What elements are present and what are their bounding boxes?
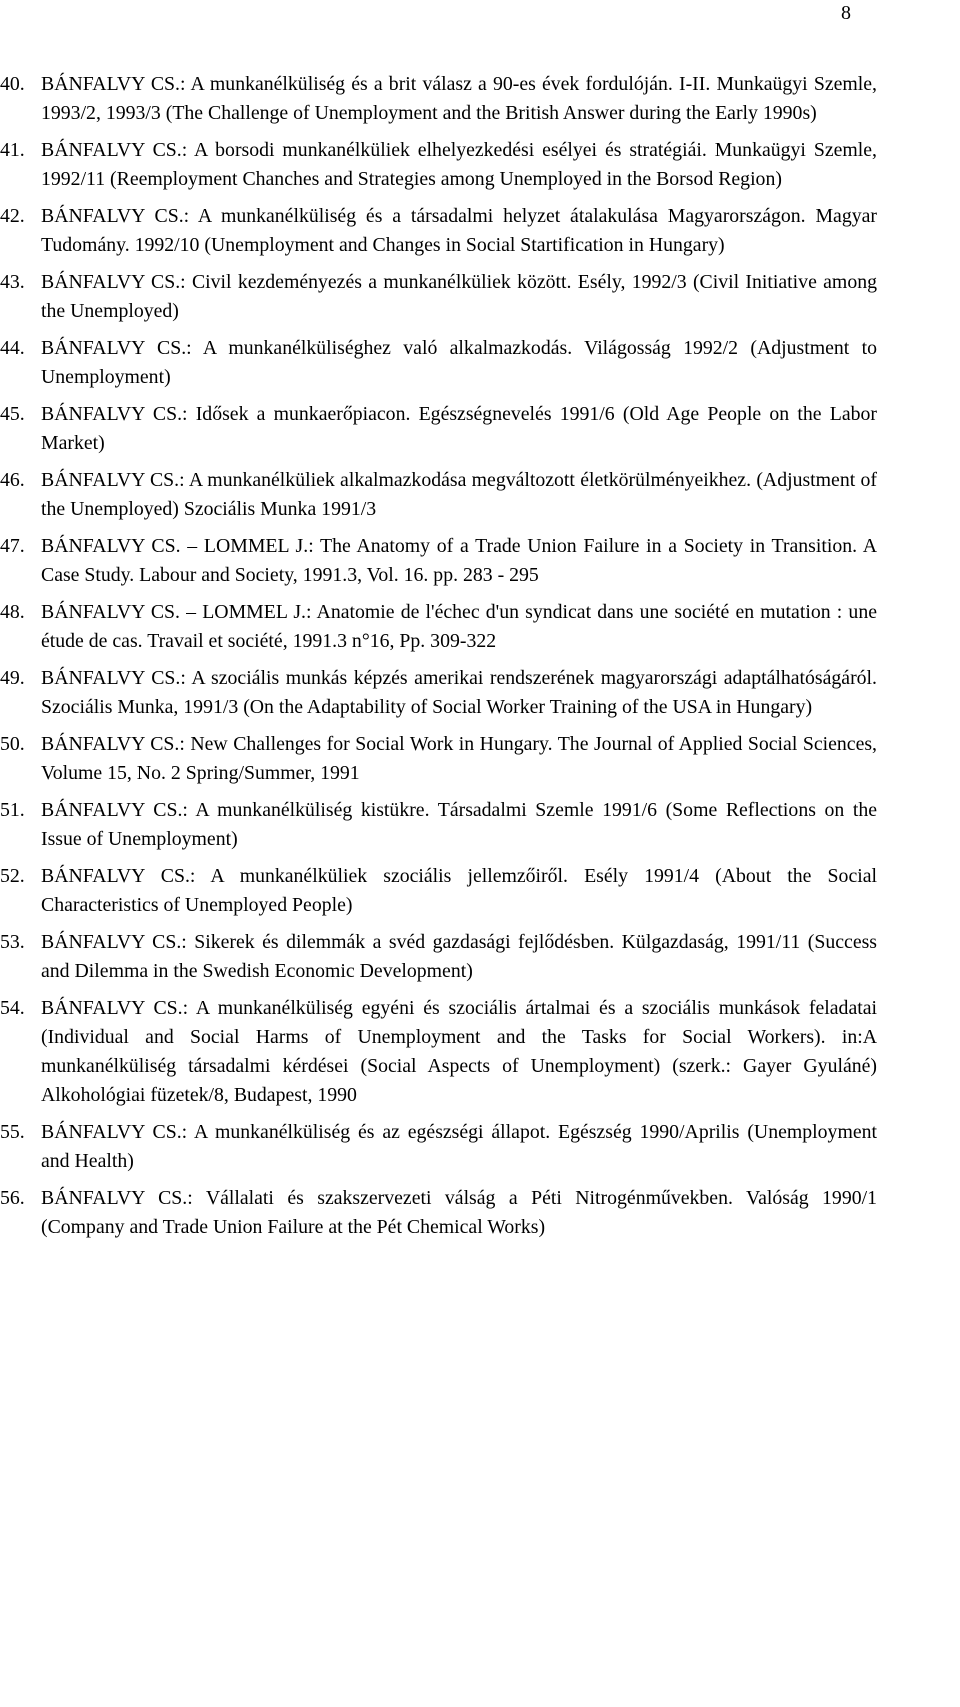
reference-number: 42. [0,205,25,227]
reference-number: 47. [0,535,25,557]
reference-text: BÁNFALVY CS. – LOMMEL J.: The Anatomy of a Trade Union Failure in a Society in Transition. A Case Study. Labour and Society, 1991.3, Vol. 16. pp. 283 - 295 [41,535,877,586]
reference-item [0,796,877,854]
reference-text: BÁNFALVY CS.: A munkanélküliséghez való alkalmazkodás. Világosság 1992/2 (Adjustment to Unemployment) [41,337,877,388]
reference-number: 54. [0,997,25,1019]
reference-item [0,136,877,194]
reference-item [0,334,877,392]
reference-number: 52. [0,865,25,887]
reference-item [0,70,877,128]
reference-text: BÁNFALVY CS.: Civil kezdeményezés a munkanélküliek között. Esély, 1992/3 (Civil Initiative among the Unemployed) [41,271,877,322]
reference-text: BÁNFALVY CS.: A munkanélküliség kistükre. Társadalmi Szemle 1991/6 (Some Reflections on the Issue of Unemployment) [41,799,877,850]
reference-text: BÁNFALVY CS. – LOMMEL J.: Anatomie de l'échec d'un syndicat dans une société en mutation : une étude de cas. Travail et société, 1991.3 n°16, Pp. 309-322 [41,601,877,652]
reference-text: BÁNFALVY CS.: A munkanélküliek alkalmazkodása megváltozott életkörülményeikhez. (Adjustment of the Unemployed) Szociális Munka 1991/3 [41,469,877,520]
reference-number: 50. [0,733,25,755]
reference-item [0,664,877,722]
reference-item [0,730,877,788]
reference-number: 53. [0,931,25,953]
reference-text: BÁNFALVY CS.: Idősek a munkaerőpiacon. Egészségnevelés 1991/6 (Old Age People on the Labor Market) [41,403,877,454]
reference-number: 55. [0,1121,25,1143]
reference-number: 49. [0,667,25,689]
reference-text: BÁNFALVY CS.: A munkanélküliség és a társadalmi helyzet átalakulása Magyarországon. Magyar Tudomány. 1992/10 (Unemployment and Changes in Social Startification in Hungary) [41,205,877,256]
reference-number: 45. [0,403,25,425]
reference-text: BÁNFALVY CS.: New Challenges for Social Work in Hungary. The Journal of Applied Social Sciences, Volume 15, No. 2 Spring/Summer, 1991 [41,733,877,784]
reference-text: BÁNFALVY CS.: Sikerek és dilemmák a svéd gazdasági fejlődésben. Külgazdaság, 1991/11 (Success and Dilemma in the Swedish Economic Development) [41,931,877,982]
reference-text: BÁNFALVY CS.: Vállalati és szakszervezeti válság a Péti Nitrogénművekben. Valóság 1990/1 (Company and Trade Union Failure at the Pét Chemical Works) [41,1187,877,1238]
reference-number: 48. [0,601,25,623]
reference-item [0,1118,877,1176]
reference-number: 56. [0,1187,25,1209]
reference-text: BÁNFALVY CS.: A munkanélküliség és a brit válasz a 90-es évek fordulóján. I-II. Munkaügyi Szemle, 1993/2, 1993/3 (The Challenge of Unemployment and the British Answer during the Early 1990s) [41,73,877,124]
reference-item [0,268,877,326]
reference-text: BÁNFALVY CS.: A borsodi munkanélküliek elhelyezkedési esélyei és stratégiái. Munkaügyi Szemle, 1992/11 (Reemployment Chanches and Strategies among Unemployed in the Borsod Region) [41,139,877,190]
reference-number: 46. [0,469,25,491]
reference-text: BÁNFALVY CS.: A munkanélküliek szociális jellemzőiről. Esély 1991/4 (About the Social Characteristics of Unemployed People) [41,865,877,916]
reference-text: BÁNFALVY CS.: A munkanélküliség egyéni és szociális ártalmai és a szociális munkások feladatai (Individual and Social Harms of Unemployment and the Tasks for Social Workers). in:A munkanélküliség társadalmi kérdései (Social Aspects of Unemployment) (szerk.: Gayer Gyuláné) Alkohológiai füzetek/8, Budapest, 1990 [41,997,877,1106]
reference-number: 41. [0,139,25,161]
reference-item [0,862,877,920]
reference-item [0,994,877,1110]
reference-number: 40. [0,73,25,95]
reference-number: 51. [0,799,25,821]
reference-item [0,1184,877,1242]
reference-item [0,532,877,590]
reference-number: 44. [0,337,25,359]
reference-item [0,928,877,986]
reference-text: BÁNFALVY CS.: A szociális munkás képzés amerikai rendszerének magyarországi adaptálhatóságáról. Szociális Munka, 1991/3 (On the Adaptability of Social Worker Training of the USA in Hungary) [41,667,877,718]
reference-list [0,70,960,1250]
reference-number: 43. [0,271,25,293]
reference-item [0,598,877,656]
reference-item [0,466,877,524]
reference-item [0,202,877,260]
reference-text: BÁNFALVY CS.: A munkanélküliség és az egészségi állapot. Egészség 1990/Aprilis (Unemployment and Health) [41,1121,877,1172]
page-number: 8 [841,2,851,24]
reference-item [0,400,877,458]
